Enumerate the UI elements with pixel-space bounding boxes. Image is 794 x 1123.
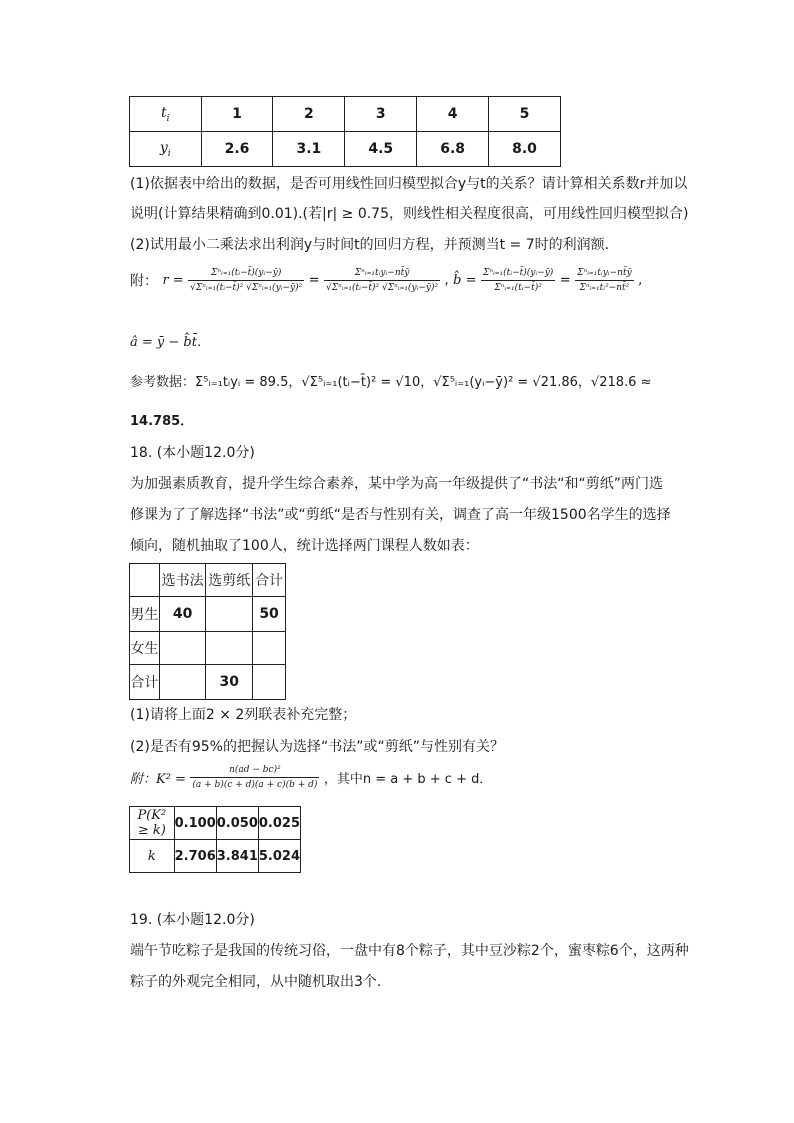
reference-data: 参考数据：Σ⁵ᵢ₌₁tᵢyᵢ = 89.5，√Σ⁵ᵢ₌₁(tᵢ−t̄)² = √10，√Σ⁵ᵢ₌₁(yᵢ−ȳ)² = √21.86，√218.6 ≈ (130, 375, 652, 390)
table-cell (253, 632, 286, 665)
b-den-2: Σⁿᵢ₌₁tᵢ²−nt̄² (579, 283, 630, 293)
crit-p: 0.100 (174, 815, 216, 831)
contingency-corner (130, 564, 160, 597)
header-calligraphy: 选书法 (161, 573, 204, 589)
b-label: b̂ = (453, 273, 477, 288)
b-num-1: Σⁿᵢ₌₁(tᵢ−t̄)(yᵢ−ȳ) (481, 268, 555, 281)
r-fraction-1 (188, 268, 304, 293)
k-fraction (190, 765, 319, 790)
y-value: 2.6 (224, 141, 250, 157)
header-y: y (159, 139, 168, 156)
crit-k: 2.706 (174, 848, 216, 864)
crit-cell (174, 807, 216, 840)
header-t: t (161, 104, 167, 121)
r-den-1: √Σⁿᵢ₌₁(tᵢ−t̄)² √Σⁿᵢ₌₁(yᵢ−ȳ)² (190, 283, 303, 293)
y-value: 4.5 (368, 141, 394, 157)
crit-cell (258, 840, 300, 873)
header-t-sub: i (166, 113, 170, 124)
total-papercut: 30 (219, 674, 240, 690)
r-num-1: Σⁿᵢ₌₁(tᵢ−t̄)(yᵢ−ȳ) (188, 268, 304, 281)
q18-heading: 18. (本小题12.0分) (130, 445, 255, 461)
table-cell (159, 665, 206, 700)
table-cell (159, 597, 206, 632)
y-value: 8.0 (512, 141, 537, 157)
r-num-2: Σⁿᵢ₌₁tᵢyᵢ−nt̄ȳ (324, 268, 440, 281)
r-label: r = (162, 273, 184, 288)
y-cell (345, 132, 417, 167)
b-fraction-2 (575, 268, 634, 293)
contingency-header (159, 564, 206, 597)
crit-cell (174, 840, 216, 873)
header-y-cell (130, 132, 202, 167)
crit-k: 5.024 (258, 848, 300, 864)
crit-cell (258, 807, 300, 840)
contingency-header (206, 564, 253, 597)
q17-part1-line1: (1)依据表中给出的数据，是否可用线性回归模型拟合y与t的关系？请计算相关系数r并加以 (130, 176, 688, 192)
k-den: (a + b)(c + d)(a + c)(b + d) (192, 780, 318, 790)
a-formula: â = ȳ − b̂t̄． (130, 335, 210, 350)
crit-row2-label: k (147, 848, 156, 864)
male-calligraphy: 40 (172, 606, 193, 622)
table-cell (206, 597, 253, 632)
q18-line2: 修课为了了解选择“书法”或“剪纸“是否与性别有关，调查了高一年级1500名学生的选择 (130, 507, 671, 523)
row-label (130, 597, 160, 632)
q17-part1-line2: 说明(计算结果精确到0.01).(若|r| ≥ 0.75，则线性相关程度很高，可用线性回归模型拟合) (130, 206, 689, 222)
k-formula (130, 765, 492, 790)
t-value: 5 (519, 106, 530, 122)
t-cell (489, 97, 561, 132)
critical-value-table (129, 806, 301, 873)
table-cell (159, 632, 206, 665)
appendix-label: 附： (130, 273, 158, 290)
q18-part1: (1)请将上面2 × 2列联表补充完整； (130, 707, 357, 723)
t-cell (417, 97, 489, 132)
header-papercut: 选剪纸 (208, 573, 251, 589)
crit-row1-label: P(K² ≥ k) (137, 808, 167, 838)
q19-line1: 端午节吃粽子是我国的传统习俗，一盘中有8个粽子，其中豆沙粽2个，蜜枣粽6个，这两种 (130, 943, 689, 959)
t-cell (273, 97, 345, 132)
crit-label (130, 807, 175, 840)
row-label-female: 女生 (130, 641, 159, 657)
k-prefix: 附：K² = (130, 772, 186, 787)
r-fraction-2 (324, 268, 440, 293)
b-fraction-1 (481, 268, 555, 293)
b-den-1: Σⁿᵢ₌₁(tᵢ−t̄)² (494, 283, 542, 293)
y-value: 3.1 (296, 141, 322, 157)
y-value: 6.8 (440, 141, 466, 157)
q17-part2: (2)试用最小二乘法求出利润y与时间t的回归方程，并预测当t = 7时的利润额． (130, 237, 619, 253)
k-suffix: ，其中n = a + b + c + d． (323, 772, 493, 787)
t-value: 2 (303, 106, 314, 122)
header-y-sub: i (167, 148, 171, 159)
row-label (130, 665, 160, 700)
crit-cell (216, 840, 258, 873)
k-num: n(ad − bc)² (190, 765, 319, 778)
row-label (130, 632, 160, 665)
t-cell (345, 97, 417, 132)
q18-line1: 为加强素质教育，提升学生综合素养，某中学为高一年级提供了“书法“和“剪纸”两门选 (130, 476, 664, 492)
y-cell (417, 132, 489, 167)
table-cell (253, 597, 286, 632)
y-cell (489, 132, 561, 167)
header-t-cell (130, 97, 202, 132)
row-label-total: 合计 (130, 675, 159, 691)
b-num-2: Σⁿᵢ₌₁tᵢyᵢ−nt̄ȳ (575, 268, 634, 281)
y-cell (273, 132, 345, 167)
table-cell (206, 632, 253, 665)
q19-line2: 粽子的外观完全相同，从中随机取出3个． (130, 974, 391, 990)
male-total: 50 (259, 606, 279, 622)
t-value: 1 (232, 106, 242, 122)
reference-data-2: 14.785． (130, 414, 194, 429)
q18-part2: (2)是否有95%的把握认为选择“书法”或“剪纸”与性别有关？ (130, 739, 504, 755)
formula-block: 附： r = $\frac{\text{Σⁿᵢ₌₁(tᵢ−t̄)(yᵢ−ȳ)}}{\text{√Σⁿᵢ₌₁(tᵢ−t̄)² √Σⁿᵢ₌₁(yᵢ−ȳ)²}}$ = $\frac{\text{Σⁿᵢ₌₁tᵢyᵢ−nt̄ȳ}}{\text{√Σⁿᵢ₌₁(tᵢ−t̄)² √Σⁿᵢ₌₁(yᵢ−ȳ)²}}$ , b̂ = $\frac{\text{Σⁿᵢ₌₁(tᵢ−t̄)(yᵢ−ȳ)}}{\text{Σⁿᵢ₌₁(tᵢ−t̄)²}}$ = $\frac{\text{Σⁿᵢ₌₁tᵢyᵢ−nt̄ȳ}}{\text{Σⁿᵢ₌₁tᵢ²−nt̄²}}$ , (130, 268, 643, 293)
data-table-ty (129, 96, 561, 167)
crit-p: 0.050 (216, 815, 258, 831)
y-cell (201, 132, 273, 167)
r-den-2: √Σⁿᵢ₌₁(tᵢ−t̄)² √Σⁿᵢ₌₁(yᵢ−ȳ)² (326, 283, 439, 293)
header-total: 合计 (255, 573, 284, 589)
crit-p: 0.025 (258, 815, 300, 831)
crit-k: 3.841 (216, 848, 258, 864)
contingency-table (129, 563, 286, 700)
t-value: 3 (375, 106, 386, 122)
table-cell (253, 665, 286, 700)
table-cell (206, 665, 253, 700)
crit-cell (216, 807, 258, 840)
q19-heading: 19. (本小题12.0分) (130, 912, 255, 928)
q18-line3: 倾向，随机抽取了100人，统计选择两门课程人数如表： (130, 538, 479, 554)
t-value: 4 (447, 106, 458, 122)
row-label-male: 男生 (130, 607, 159, 623)
contingency-header (253, 564, 286, 597)
crit-label (130, 840, 175, 873)
t-cell (201, 97, 273, 132)
